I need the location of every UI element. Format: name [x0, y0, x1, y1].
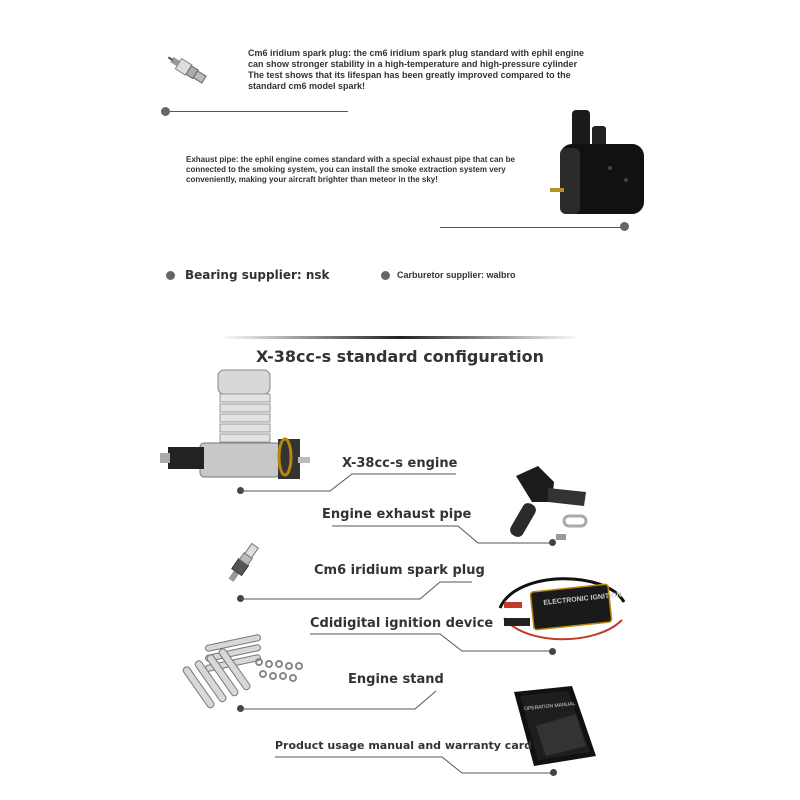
carburetor-supplier: Carburetor supplier: walbro	[397, 270, 516, 280]
config-item-exhaust-pipe: Engine exhaust pipe	[322, 507, 472, 522]
config-item-spark-plug: Cm6 iridium spark plug	[314, 563, 485, 578]
config-item-ignition: Cdidigital ignition device	[310, 616, 494, 631]
manual-dot	[550, 769, 557, 776]
config-item-engine: X-38cc-s engine	[342, 456, 458, 471]
config-title: X-38cc-s standard configuration	[256, 347, 544, 366]
config-item-engine-stand: Engine stand	[348, 672, 444, 687]
bearing-supplier: Bearing supplier: nsk	[185, 268, 330, 282]
manual-print: OPERATION MANUAL	[523, 700, 576, 713]
ignition-device-print: ELECTRONIC IGNITION	[543, 591, 622, 607]
spark-plug-description: Cm6 iridium spark plug: the cm6 iridium spark plug standard with ephil engine can show stronger stability in a high-temperature and high-pressure cylinder The test shows that its lifespan has been greatly improved compared to the standard cm6 model spark!	[248, 48, 585, 91]
config-item-manual: Product usage manual and warranty card	[275, 739, 533, 752]
exhaust-pipe-description: Exhaust pipe: the ephil engine comes standard with a special exhaust pipe that can be connected to the smoking system, you can install the smoke extraction system very conveniently, making your aircraft brighter than meteor in the sky!	[186, 155, 515, 184]
